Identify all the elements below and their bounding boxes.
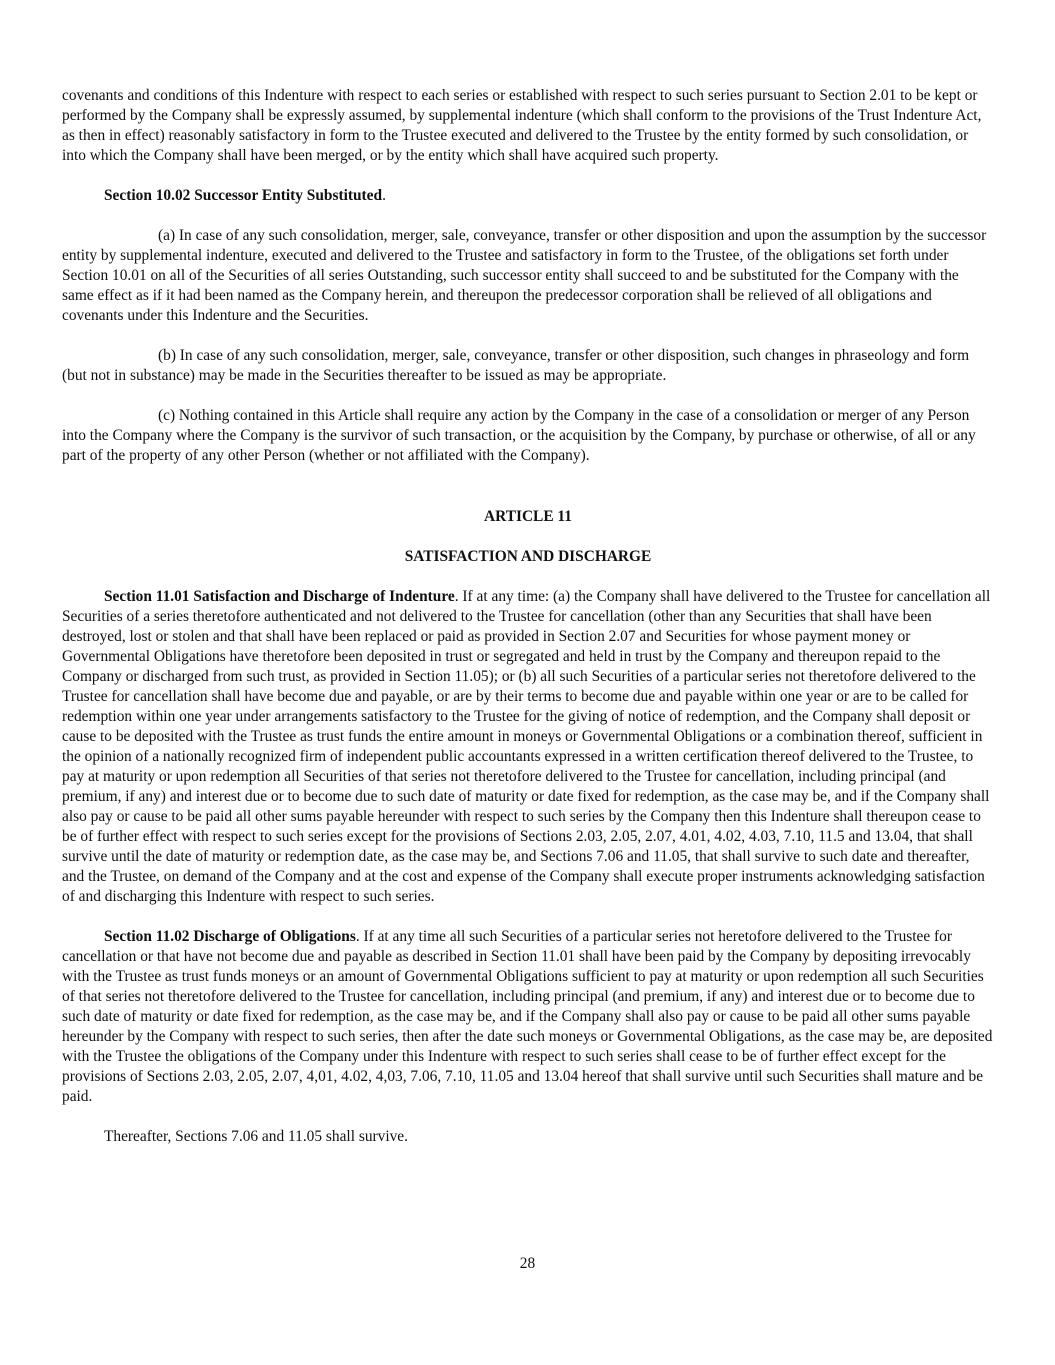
page-number: 28 [519,1255,536,1272]
section-11-02-body: . If at any time all such Securities of a particular series not heretofore delivered to the Trustee for cancellation or that have not become due and payable as described in Section 11.01 shall have been paid by the Company by depositing irrevocably with the Trustee as trust funds moneys or an amount of Governmental Obligations sufficient to pay at maturity or upon redemption all such Securities of that series not theretofore delivered to the Trustee for cancellation, including principal (and premium, if any) and interest due or to become due to such date of maturity or date fixed for redemption, as the case may be, and if the Company shall also pay or cause to be paid all other sums payable hereunder by the Company with respect to such series, then after the date such moneys or Governmental Obligations, as the case may be, are deposited with the Trustee the obligations of the Company under this Indenture with respect to such series shall cease to be of further effect except for the provisions of Sections 2.03, 2.05, 2.07, 4,01, 4.02, 4,03, 7.06, 7.10, 11.05 and 13.04 hereof that shall survive until such Securities shall mature and be paid. [62,928,993,1105]
section-10-02-heading-suffix: . [382,187,386,204]
section-11-02-heading: Section 11.02 Discharge of Obligations [104,928,356,945]
section-11-02-thereafter: Thereafter, Sections 7.06 and 11.05 shall survive. [104,1128,408,1145]
section-11-01-paragraph [62,587,994,907]
article-title: ARTICLE 11 [484,508,572,525]
section-10-02-para-a: (a) In case of any such consolidation, merger, sale, conveyance, transfer or other disposition and upon the assumption by the successor entity by supplemental indenture, executed and delivered to the Trustee and satisfactory in form to the Trustee, of the obligations set forth under Section 10.01 on all of the Securities of all series Outstanding, such successor entity shall succeed to and be substituted for the Company with the same effect as if it had been named as the Company herein, and thereupon the predecessor corporation shall be relieved of all obligations and covenants under this Indenture and the Securities. [62,227,987,324]
article-subtitle: SATISFACTION AND DISCHARGE [404,548,652,565]
document-page [62,86,994,1167]
section-10-02-heading: Section 10.02 Successor Entity Substituted [104,187,383,204]
section-10-02-heading-line [62,186,994,206]
section-10-02-para-b: (b) In case of any such consolidation, merger, sale, conveyance, transfer or other disposition, such changes in phraseology and form (but not in substance) may be made in the Securities thereafter to be issued as may be appropriate. [62,347,970,384]
section-11-01-body: . If at any time: (a) the Company shall have delivered to the Trustee for cancellation all Securities of a series theretofore authenticated and not delivered to the Trustee for cancellation (other than any Securities that shall have been destroyed, lost or stolen and that shall have been replaced or paid as provided in Section 2.07 and Securities for whose payment money or Governmental Obligations have theretofore been deposited in trust or segregated and held in trust by the Company and thereupon repaid to the Company or discharged from such trust, as provided in Section 11.05); or (b) all such Securities of a particular series not theretofore delivered to the Trustee for cancellation shall have become due and payable, or are by their terms to become due and payable within one year or are to be called for redemption within one year under arrangements satisfactory to the Trustee for the giving of notice of redemption, and the Company shall deposit or cause to be deposited with the Trustee as trust funds the entire amount in moneys or Governmental Obligations or a combination thereof, sufficient in the opinion of a nationally recognized firm of independent public accountants expressed in a written certification thereof delivered to the Trustee, to pay at maturity or upon redemption all Securities of that series not theretofore delivered to the Trustee for cancellation, including principal (and premium, if any) and interest due or to become due to such date of maturity or date fixed for redemption, as the case may be, and if the Company shall also pay or cause to be paid all other sums payable hereunder with respect to such series by the Company then this Indenture shall thereupon cease to be of further effect with respect to such series except for the provisions of Sections 2.03, 2.05, 2.07, 4.01, 4.02, 4.03, 7.10, 11.5 and 13.04, that shall survive until the date of maturity or redemption date, as the case may be, and Sections 7.06 and 11.05, that shall survive to such date and thereafter, and the Trustee, on demand of the Company and at the cost and expense of the Company shall execute proper instruments acknowledging satisfaction of and discharging this Indenture with respect to such series. [62,588,991,905]
section-11-02-paragraph [62,927,994,1107]
section-10-02-para-c: (c) Nothing contained in this Article shall require any action by the Company in the case of a consolidation or merger of any Person into the Company where the Company is the survivor of such transaction, or the acquisition by the Company, by purchase or otherwise, of all or any part of the property of any other Person (whether or not affiliated with the Company). [62,407,976,464]
section-11-01-heading: Section 11.01 Satisfaction and Discharge of Indenture [104,588,455,605]
continued-paragraph: covenants and conditions of this Indenture with respect to each series or established with respect to such series pursuant to Section 2.01 to be kept or performed by the Company shall be expressly assumed, by supplemental indenture (which shall conform to the provisions of the Trust Indenture Act, as then in effect) reasonably satisfactory in form to the Trustee executed and delivered to the Trustee by the entity formed by such consolidation, or into which the Company shall have been merged, or by the entity which shall have acquired such property. [62,87,982,164]
